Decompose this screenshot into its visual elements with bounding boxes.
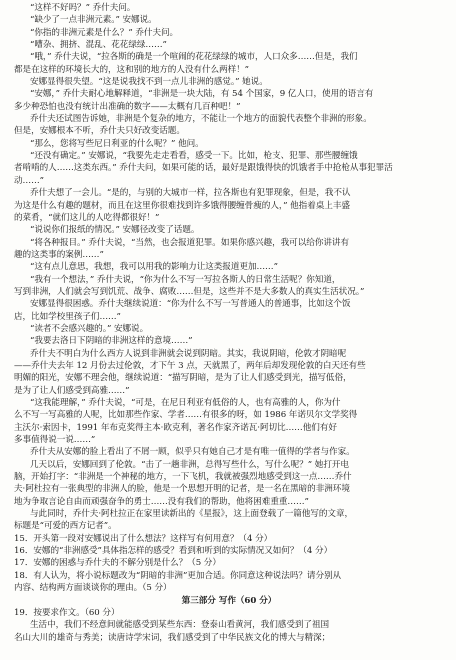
question-line: 内容、结构两方面谈谈你的理由。（5 分） (14, 583, 172, 594)
text-line: 动……” (14, 175, 44, 186)
text-line: 的菜肴，“就们这儿的人吃得都很好！” (14, 212, 160, 223)
text-line: “这我能理解，” 乔什夫说，“可是，在尼日利亚有低俗的人，也有高雅的人，你为什 (30, 398, 341, 408)
question-line: 19．按要求作文。（60 分） (14, 607, 120, 618)
text-line: “安娜，” 乔什夫耐心地解释道，“非洲是一块大陆，有 54 个国家，9 亿人口，使用的语言有 (30, 89, 374, 100)
text-line: 为这是什么有趣的题材，而且在这里你很难找到许多饿得腰缠骨痩的人，” 他指着桌上丰盛 (14, 200, 350, 211)
question-line: 17．安娜的困惑与乔什夫的不解分别是什么？（5 分） (14, 558, 221, 569)
text-line: 乔什夫想了一会儿。“是的，与别的大城市一样，拉各斯也有犯罪现象，但是，我不认 (30, 188, 351, 199)
text-line: “你指的非洲元素是什么？” 乔什夫问。 (30, 27, 179, 38)
text-line: 生活中，我们不经意间就能感受到某些东西：登泰山看黄河，我们感受到了祖国 (30, 620, 330, 631)
text-line: 多少种恐怕也没有统计出准确的数字——太概有几百种吧！” (14, 101, 241, 112)
text-line: 者啃啃的人……这类东西。” 乔什夫问，如果可能的话，最好是跟饿得快的饥饿者手中抢枪从事犯罪活 (14, 163, 393, 174)
text-line: ——乔什夫去年 12 月份去过伦敦，才下午 3 点，天就黑了，两年后却发现伦敦的白天还有些 (14, 360, 366, 371)
text-line: “将各种报目。” 乔什夫说，“当然，也会报道犯罪。如果你感兴趣，我可以给你讲讲有 (30, 237, 349, 248)
text-line: 乔什夫还试图告诉她，非洲是个复杂的地方，不能让一个地方的面貌代表整个非洲的形象。 (30, 114, 372, 125)
text-line: 名山大川的雄奇与秀美；读唐诗学宋词，我们感受到了中华民族文化的博大与精深； (14, 632, 331, 643)
text-line: 主沃尔·索因卡，1991 年布克奖得主本·欧克利，著名作家齐诺瓦·阿切比……他们有好 (14, 422, 337, 433)
text-line: “还没有确定。” 安娜说，“我要先走走看看，感受一下。比如，枪支、犯罪、那些腰缠饿 (30, 151, 358, 162)
text-line: “那么，您将写些尼日利亚的什么呢？” 他问。 (30, 138, 204, 149)
text-line: 标题是“可爱的西方记者”。 (14, 521, 117, 532)
text-line: “这样不好吗？” 乔什夫问。 (30, 3, 136, 13)
text-line: “哦，” 乔什夫说，“拉各斯的确是一个喧闹的花花绿绿的城市，人口众多……但是，我们 (30, 52, 358, 63)
text-line: “我要去洛日下阴暗的非洲这样的意境……” (30, 336, 193, 347)
text-line: 与此同时，乔什夫·阿杜拉正在家里读新出的《星报》，这上面登载了一篇他写的文章， (30, 509, 354, 520)
text-line: “缺少了一点非洲元素。” 安娜说。 (30, 15, 157, 26)
question-line: 18．有人认为，将小说标题改为“阴暗的非洲”更加合适。你同意这种说法吗？请分别从 (14, 570, 342, 581)
text-line: “嘈杂、拥挤、混乱、花花绿绿……” (30, 40, 167, 51)
text-line: “我有一个想法，” 乔什夫说，“你为什么不写一写拉各斯人的日常生活呢？你知道， (30, 274, 341, 285)
text-line: 店，比如学校里孩子们……” (14, 311, 121, 322)
text-line: 安娜显得很困惑。乔什夫继续说道：“你为什么不写一写普通人的普通事，比如这个饭 (30, 299, 351, 310)
text-line: 都是在这样的环境长大的，这和别的地方的人没有什么两样！” (14, 64, 250, 75)
text-line: 安娜显得很失望。“这是说我找不到一点儿非洲的感觉。” 她说。 (30, 77, 268, 88)
text-line: “这有点儿意思，我想，我可以用我的影响力让这类报道更加……” (30, 262, 278, 273)
text-line: 是为了让人们感受到高雅……” (14, 385, 130, 396)
text-line: 趣的这类事的案例……” (14, 249, 104, 260)
section-heading: 第三部分 写作（60 分） (181, 595, 277, 606)
text-line: 乔什夫不明白为什么西方人说到非洲就会说到阴暗。其实，我说阴暗，伦敦才阴暗呢 (30, 348, 347, 359)
text-line: 几天以后，安娜回到了伦敦。“击了一趟非洲，总得写些什么，写什么呢？” 她打开电 (30, 459, 349, 470)
question-line: 15．开头第一段对安娜说出了什么想法？这样写有何用意？（4 分） (14, 533, 273, 544)
article-body (14, 2, 444, 644)
text-line: “说说你们报纸的情况。” 安娜径改变了话题。 (30, 225, 200, 236)
text-line: 写到非洲，人们就会写到饥荒、战争、腐败……但是，这些并不是大多数人的真实生活状况。” (14, 286, 365, 297)
text-line: 多事值得说一说……” (14, 435, 96, 446)
text-line: “读者不会感兴趣的。” 安娜说。 (30, 323, 149, 334)
text-line: 么不写一写高雅的人呢，比如那些作家、学者……有很多的呀，如 1986 年诺贝尔文学奖得 (14, 410, 358, 421)
text-line: 但是，安娜根本不听，乔什夫只好改变话题。 (14, 126, 185, 137)
text-line: 地为争取言论自由而顽强奋争的勇士……没有我们的帮助，他将困难重重……” (14, 496, 309, 507)
text-line: 脑，开始打字：“非洲是一个神秘的地方，一下飞机，我就被强烈地感受到这一点……乔什 (14, 472, 352, 483)
question-line: 16．安娜的“非洲感受”具体指怎样的感受？看到和听到的实际情况又如何？（4 分） (14, 546, 333, 557)
text-line: 乔什夫从安娜的脸上看出了不屑一顾，似乎只有她自己才是有唯一值得的学者与作家。 (30, 447, 355, 458)
text-line: 明媚的阳光，安娜不理会他，继续说道：“描写阴暗，是为了让人们感受到光，描写低俗， (14, 373, 352, 384)
text-line: 夫·阿杜拉有一张典型的非洲人的脸，他是一个思想开明的记者，是一名在黑暗的非洲环境 (14, 484, 350, 495)
